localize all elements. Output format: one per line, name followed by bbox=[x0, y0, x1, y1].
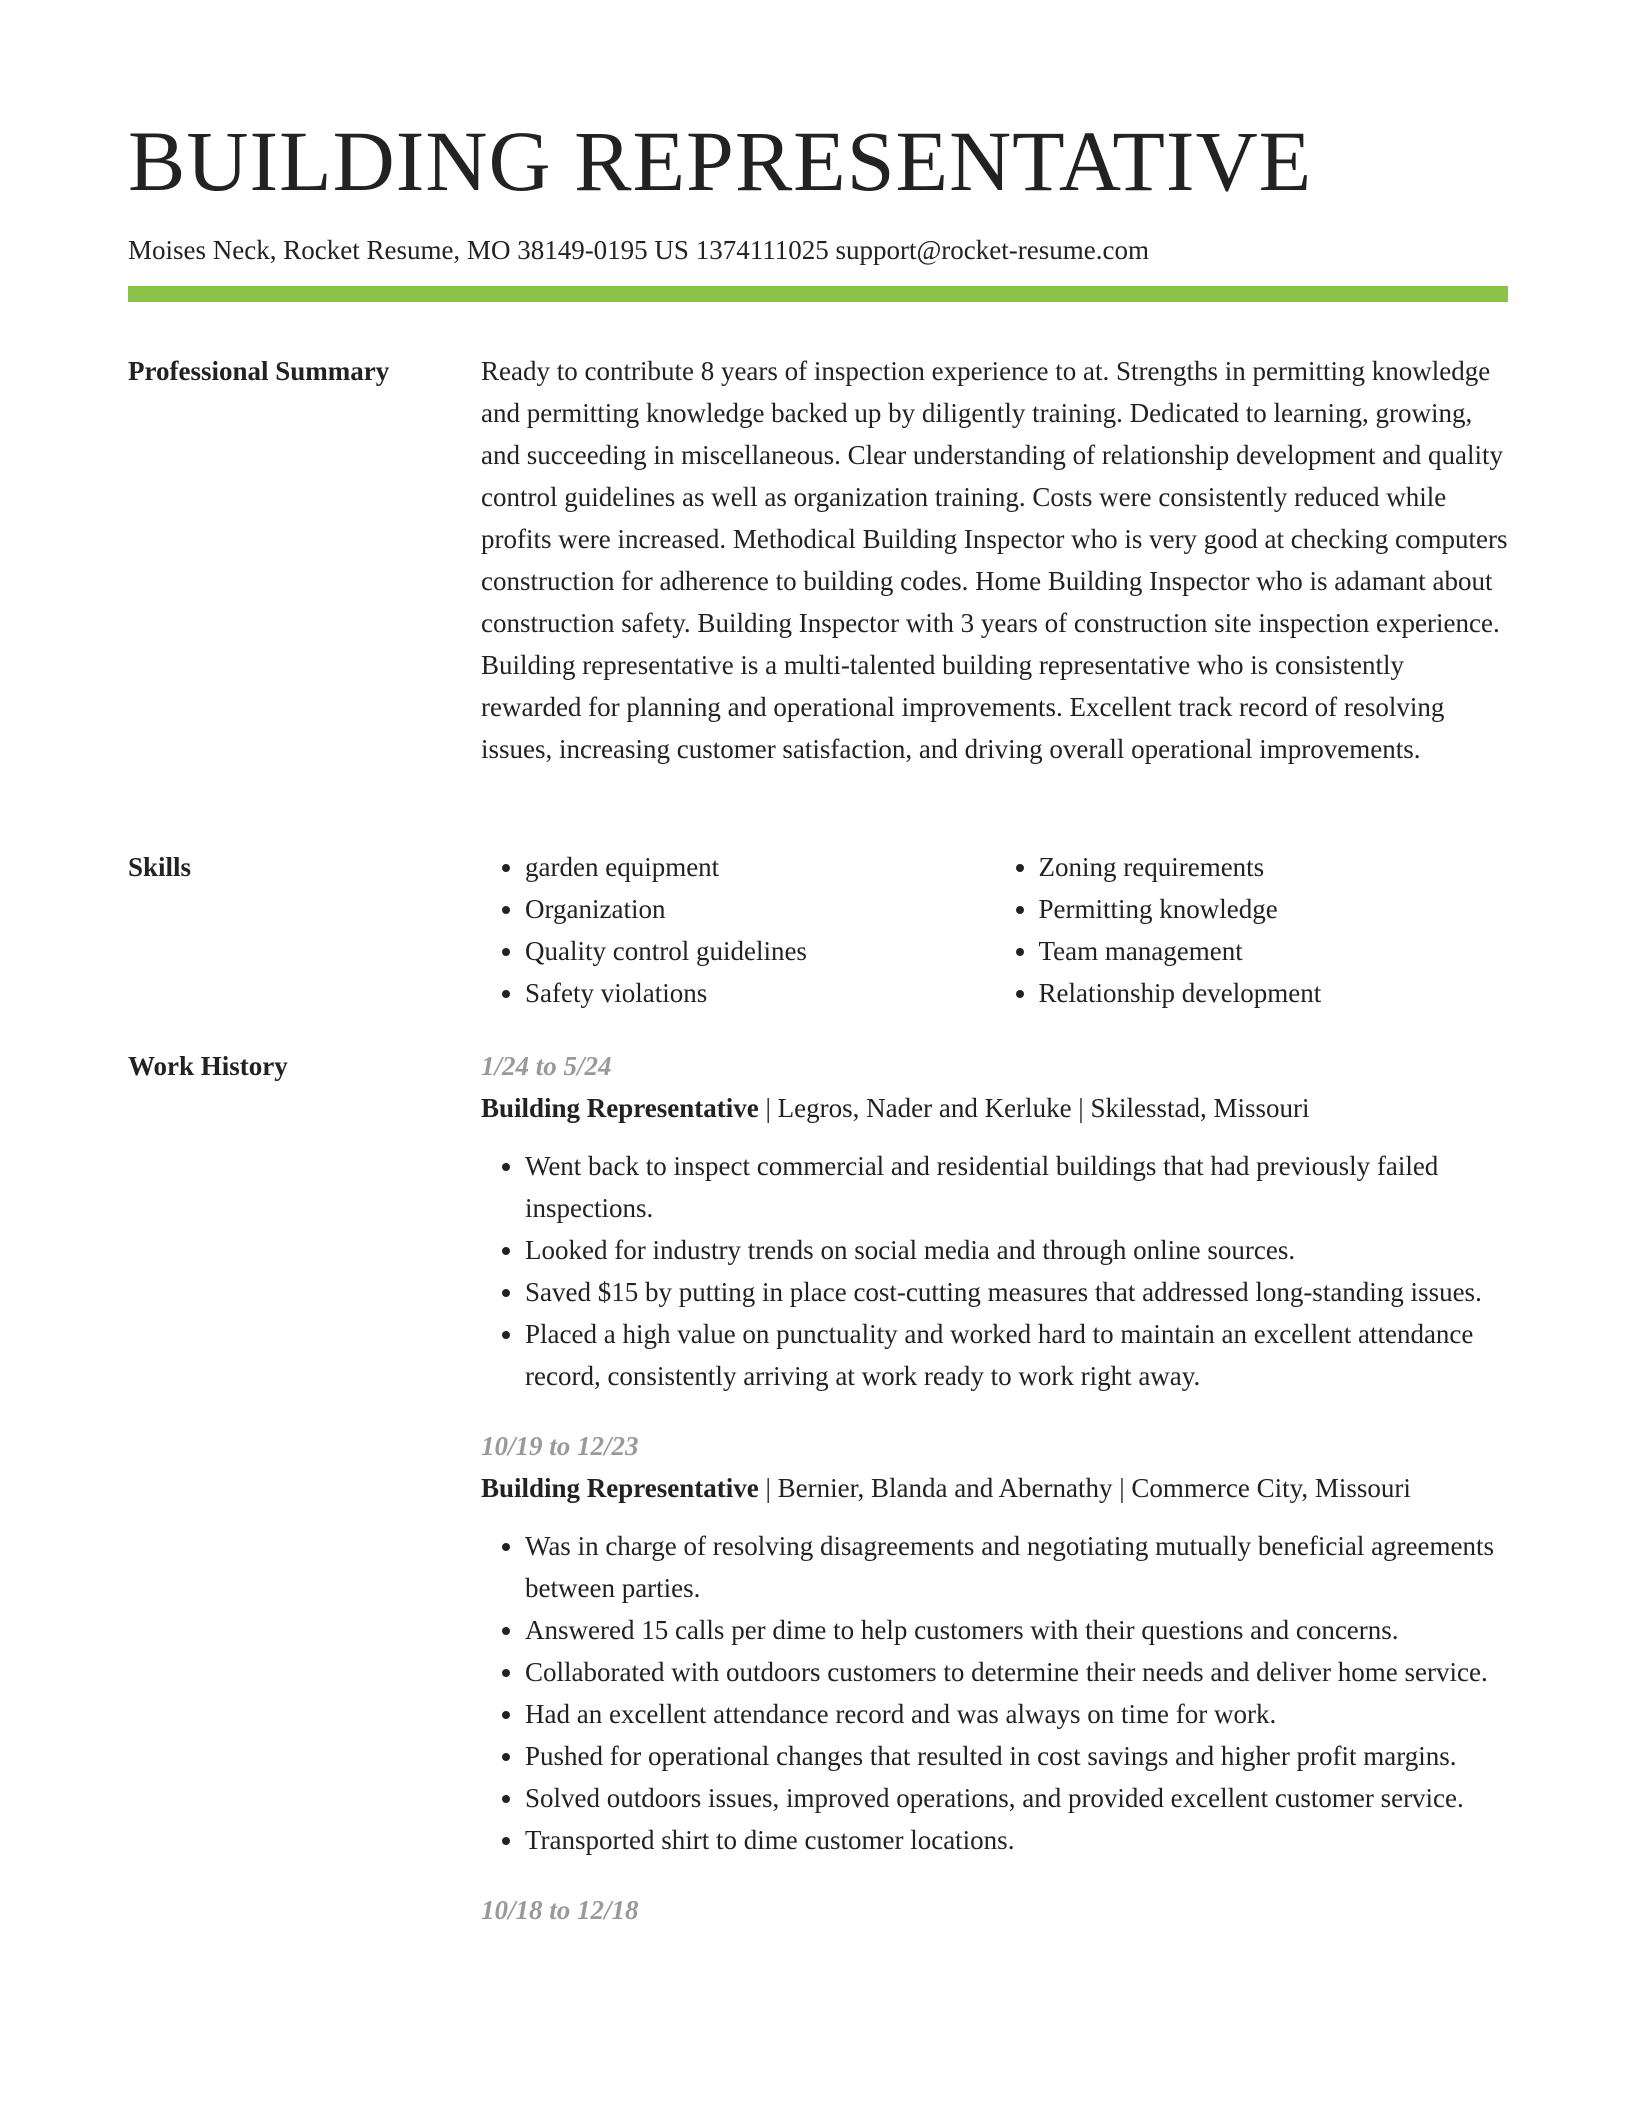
skill-item: • Quality control guidelines bbox=[525, 930, 995, 972]
job-bullet-list bbox=[481, 1525, 1508, 1861]
job-bullet: • Collaborated with outdoors customers to determine their needs and deliver home service. bbox=[525, 1651, 1508, 1693]
job-dates: 1/24 to 5/24 bbox=[481, 1051, 612, 1081]
accent-divider bbox=[128, 286, 1508, 302]
job-dates: 10/18 to 12/18 bbox=[481, 1895, 639, 1925]
job-title-line bbox=[481, 1467, 1508, 1509]
job-bullet: • Transported shirt to dime customer locations. bbox=[525, 1819, 1508, 1861]
skills-list-right bbox=[995, 846, 1509, 1014]
job-title-line bbox=[481, 1087, 1508, 1129]
job-bullet: • Solved outdoors issues, improved operations, and provided excellent customer service. bbox=[525, 1777, 1508, 1819]
skills-columns bbox=[481, 846, 1508, 1014]
job-bullet: • Placed a high value on punctuality and worked hard to maintain an excellent attendance record, consistently arriving at work ready to work right away. bbox=[525, 1313, 1508, 1397]
skill-item: • garden equipment bbox=[525, 846, 995, 888]
job-bullet: • Was in charge of resolving disagreements and negotiating mutually beneficial agreements between parties. bbox=[525, 1525, 1508, 1609]
work-history-heading: Work History bbox=[128, 1051, 288, 1081]
job-entry bbox=[481, 1045, 1508, 1397]
skill-item: • Permitting knowledge bbox=[1039, 888, 1509, 930]
job-entry bbox=[481, 1425, 1508, 1861]
job-company-location: | Bernier, Blanda and Abernathy | Commerce City, Missouri bbox=[758, 1473, 1411, 1503]
job-entry bbox=[481, 1889, 1508, 1931]
skill-item: • Safety violations bbox=[525, 972, 995, 1014]
skills-list-left bbox=[481, 846, 995, 1014]
job-bullet: • Looked for industry trends on social media and through online sources. bbox=[525, 1229, 1508, 1271]
summary-text: Ready to contribute 8 years of inspection experience to at. Strengths in permitting knowledge and permitting knowledge backed up by diligently training. Dedicated to learning, growing, and succeeding in miscellaneous. Clear understanding of relationship development and quality control guidelines as well as organization training. Costs were consistently reduced while profits were increased. Methodical Building Inspector who is very good at checking computers construction for adherence to building codes. Home Building Inspector who is adamant about construction safety. Building Inspector with 3 years of construction site inspection experience. Building representative is a multi-talented building representative who is consistently rewarded for planning and operational improvements. Excellent track record of resolving issues, increasing customer satisfaction, and driving overall operational improvements. bbox=[481, 356, 1508, 764]
summary-body bbox=[481, 350, 1508, 770]
skills-heading: Skills bbox=[128, 852, 192, 882]
skill-item: • Zoning requirements bbox=[1039, 846, 1509, 888]
summary-heading: Professional Summary bbox=[128, 356, 390, 386]
job-company-location: | Legros, Nader and Kerluke | Skilesstad, Missouri bbox=[758, 1093, 1310, 1123]
skill-item: • Relationship development bbox=[1039, 972, 1509, 1014]
job-bullet: • Had an excellent attendance record and was always on time for work. bbox=[525, 1693, 1508, 1735]
resume-title: BUILDING REPRESENTATIVE bbox=[128, 113, 1313, 209]
skills-body bbox=[481, 846, 1508, 1014]
job-bullet-list bbox=[481, 1145, 1508, 1397]
job-bullet: • Saved $15 by putting in place cost-cutting measures that addressed long-standing issues. bbox=[525, 1271, 1508, 1313]
job-bullet: • Pushed for operational changes that resulted in cost savings and higher profit margins. bbox=[525, 1735, 1508, 1777]
job-bullet: • Answered 15 calls per dime to help customers with their questions and concerns. bbox=[525, 1609, 1508, 1651]
job-bullet: • Went back to inspect commercial and residential buildings that had previously failed inspections. bbox=[525, 1145, 1508, 1229]
job-title: Building Representative bbox=[481, 1473, 759, 1503]
work-history-body bbox=[481, 1045, 1508, 1959]
job-title: Building Representative bbox=[481, 1093, 759, 1123]
contact-line: Moises Neck, Rocket Resume, MO 38149-0195 US 1374111025 support@rocket-resume.com bbox=[128, 235, 1149, 265]
skill-item: • Team management bbox=[1039, 930, 1509, 972]
job-dates: 10/19 to 12/23 bbox=[481, 1431, 639, 1461]
skill-item: • Organization bbox=[525, 888, 995, 930]
